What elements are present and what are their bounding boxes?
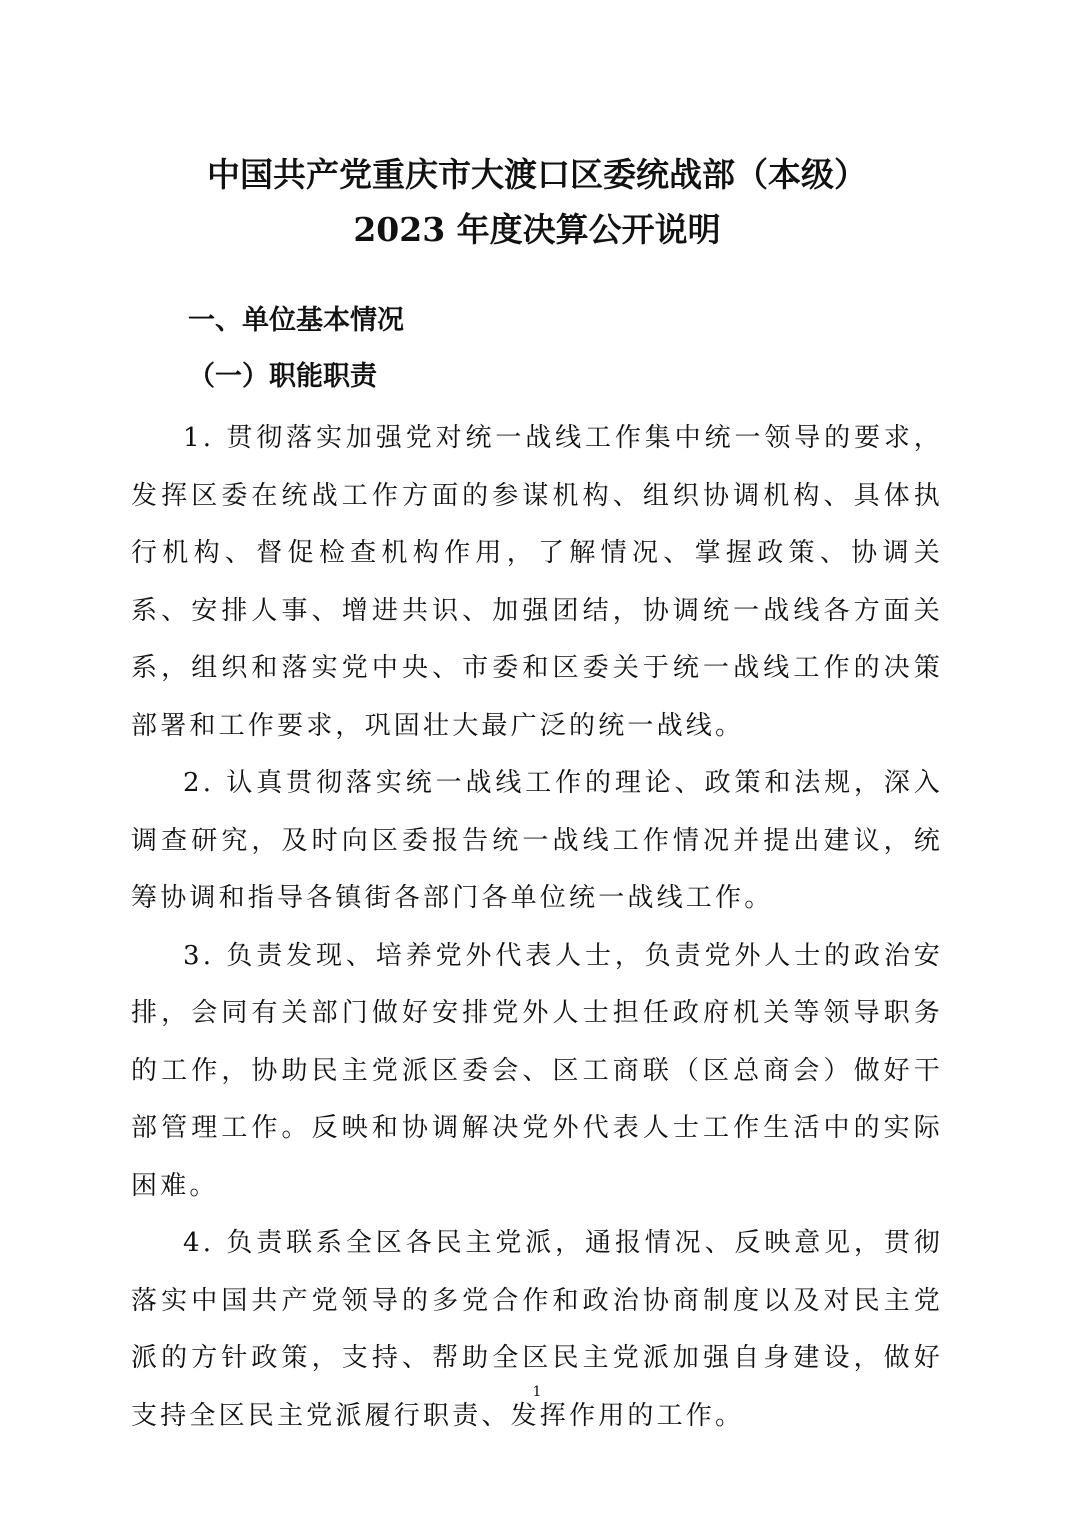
page-number: 1	[532, 1384, 542, 1400]
paragraph-1: 1. 贯彻落实加强党对统一战线工作集中统一领导的要求，发挥区委在统战工作方面的参谋机构、组织协调机构、具体执行机构、督促检查机构作用，了解情况、掌握政策、协调关系、安排人事、增进共识、加强团结，协调统一战线各方面关系，组织和落实党中央、市委和区委关于统一战线工作的决策部署和工作要求，巩固壮大最广泛的统一战线。	[131, 423, 943, 741]
paragraph-3: 3. 负责发现、培养党外代表人士，负责党外人士的政治安排，会同有关部门做好安排党外人士担任政府机关等领导职务的工作，协助民主党派区委会、区工商联（区总商会）做好干部管理工作。反映和协调解决党外代表人士工作生活中的实际困难。	[131, 940, 943, 1201]
document-title-line-2: 2023 年度决算公开说明	[353, 210, 721, 249]
body-text	[131, 410, 943, 1445]
subsection-heading: （一）职能职责	[188, 361, 377, 392]
paragraph-4: 4. 负责联系全区各民主党派，通报情况、反映意见，贯彻落实中国共产党领导的多党合作和政治协商制度以及对民主党派的方针政策，支持、帮助全区民主党派加强自身建设，做好支持全区民主党派履行职责、发挥作用的工作。	[131, 1228, 943, 1431]
section-heading: 一、单位基本情况	[188, 305, 404, 336]
document-title-line-1: 中国共产党重庆市大渡口区委统战部（本级）	[207, 155, 867, 194]
paragraph-2: 2. 认真贯彻落实统一战线工作的理论、政策和法规，深入调查研究，及时向区委报告统一战线工作情况并提出建议，统筹协调和指导各镇街各部门各单位统一战线工作。	[131, 768, 943, 913]
